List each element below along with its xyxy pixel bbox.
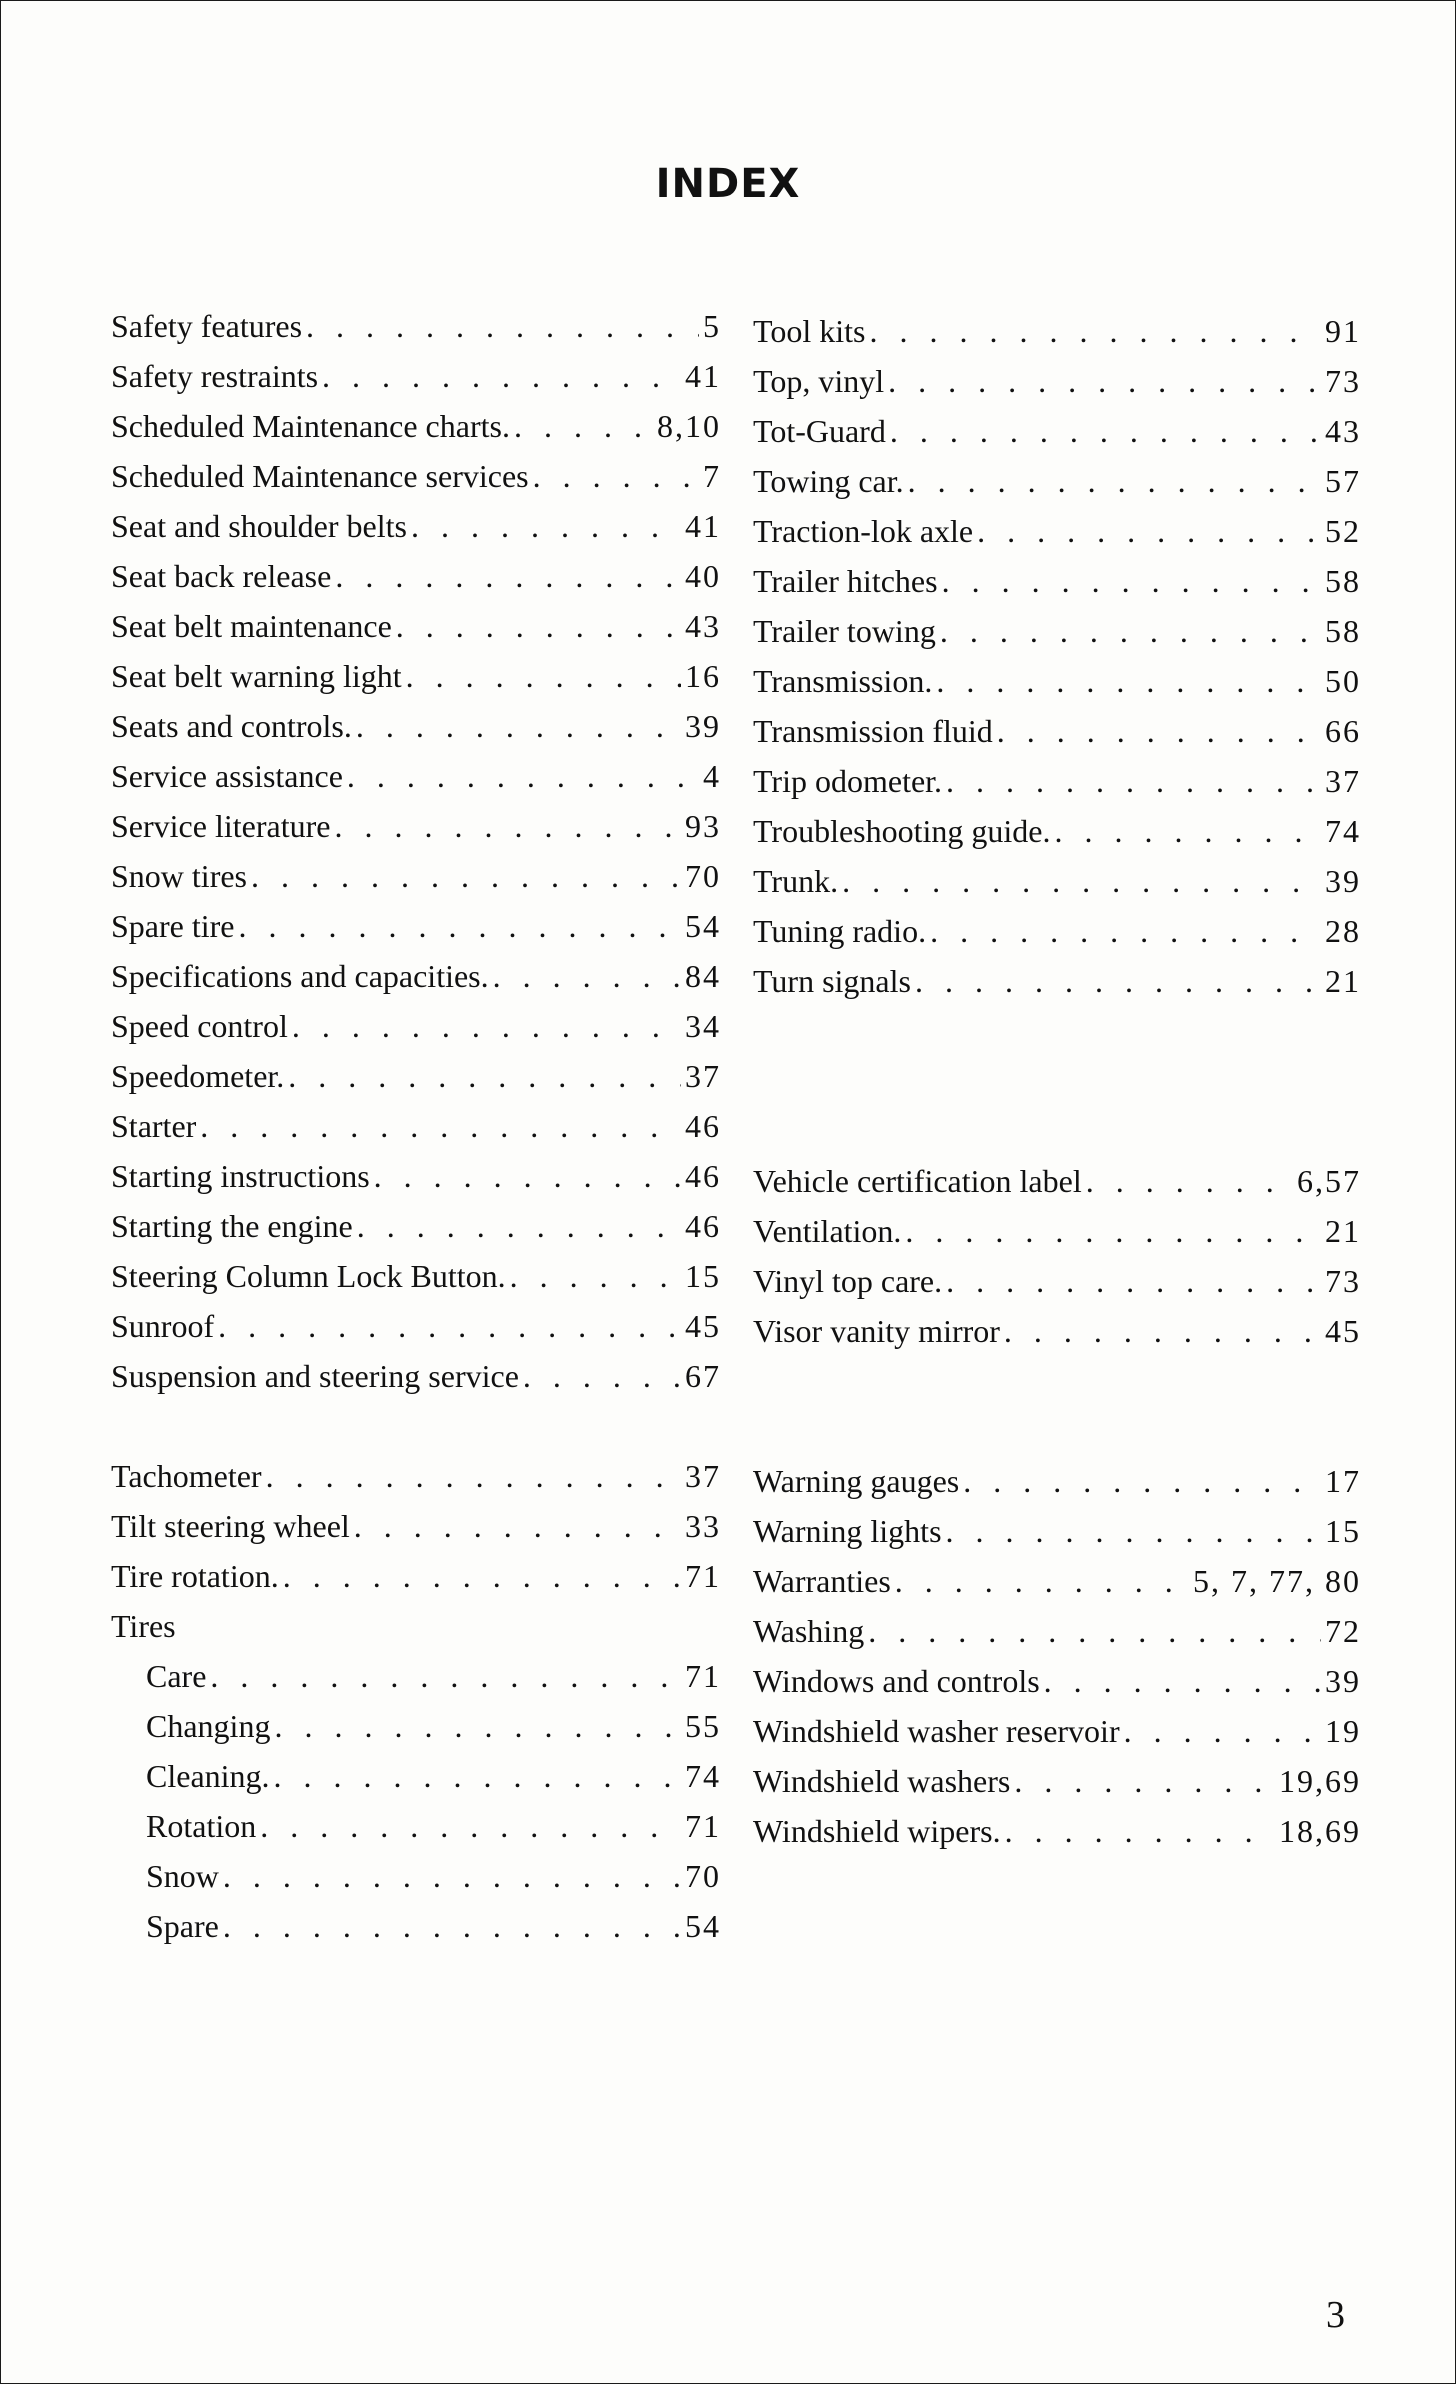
index-entry [753,306,1361,356]
entry-label: Tilt steering wheel [111,1508,350,1544]
entry-page-ref: 17 [1325,1463,1361,1499]
entry-page-ref: 54 [685,1908,721,1944]
index-entry [753,1656,1361,1706]
index-group-tires-subentries [111,1651,721,1951]
index-entry [753,656,1361,706]
index-entry [111,1501,721,1551]
dot-leader [888,356,1321,406]
dot-leader [915,956,1321,1006]
entry-label: Service assistance [111,758,343,794]
entry-label: Warning lights [753,1513,942,1549]
entry-label: Troubleshooting guide. [753,813,1051,849]
entry-label: Trailer towing [753,613,936,649]
entry-label: Seat belt maintenance [111,608,392,644]
entry-label: Tool kits [753,313,866,349]
dot-leader [357,1201,681,1251]
index-entry [111,401,721,451]
dot-leader [523,1351,681,1401]
dot-leader [869,306,1321,356]
dot-leader [946,756,1321,806]
entry-label: Snow [146,1858,219,1894]
entry-label: Starter [111,1108,197,1144]
dot-leader [963,1456,1321,1506]
entry-page-ref: 40 [685,558,721,594]
entry-page-ref: 41 [685,358,721,394]
dot-leader [905,1206,1321,1256]
dot-leader [374,1151,681,1201]
dot-leader [283,1551,681,1601]
dot-leader [908,456,1321,506]
dot-leader [942,556,1321,606]
dot-leader [1004,1306,1321,1356]
entry-page-ref: 58 [1325,563,1361,599]
index-entry [111,801,721,851]
dot-leader [890,406,1321,456]
index-entry [753,406,1361,456]
index-entry [111,701,721,751]
entry-label: Tires [111,1608,176,1644]
dot-leader [510,1251,681,1301]
dot-leader [335,551,681,601]
entry-label: Service literature [111,808,331,844]
entry-page-ref: 21 [1325,1213,1361,1249]
entry-page-ref: 54 [685,908,721,944]
index-entry [111,851,721,901]
entry-page-ref: 4 [703,758,721,794]
entry-label: Washing [753,1613,865,1649]
dot-leader [251,851,681,901]
entry-page-ref: 18,69 [1279,1813,1361,1849]
dot-leader [936,656,1321,706]
index-entry [111,1551,721,1601]
index-entry [111,1201,721,1251]
entry-page-ref: 52 [1325,513,1361,549]
entry-label: Starting the engine [111,1208,353,1244]
index-entry [111,501,721,551]
entry-label: Tuning radio. [753,913,927,949]
entry-page-ref: 37 [685,1458,721,1494]
entry-page-ref: 58 [1325,613,1361,649]
index-entry [111,1601,721,1651]
entry-label: Cleaning. [146,1758,270,1794]
entry-label: Traction-lok axle [753,513,974,549]
index-entry [111,451,721,501]
entry-page-ref: 15 [1325,1513,1361,1549]
dot-leader [334,801,681,851]
dot-leader [396,601,681,651]
entry-page-ref: 16 [685,658,721,694]
index-entry [111,601,721,651]
dot-leader [493,951,681,1001]
entry-label: Windshield washer reservoir [753,1713,1120,1749]
dot-leader [1086,1156,1293,1206]
group-spacer [111,1401,721,1451]
entry-label: Safety restraints [111,358,319,394]
index-group-v [753,1156,1361,1356]
entry-page-ref: 45 [1325,1313,1361,1349]
index-entry [111,651,721,701]
dot-leader [223,1901,681,1951]
entry-page-ref: 66 [1325,713,1361,749]
entry-page-ref: 5, 7, 77, 80 [1193,1563,1361,1599]
index-subentry [111,1851,721,1901]
dot-leader [1005,1806,1275,1856]
entry-label: Turn signals [753,963,911,999]
entry-page-ref: 37 [1325,763,1361,799]
dot-leader [1014,1756,1275,1806]
entry-label: Speed control [111,1008,288,1044]
dot-leader [218,1301,681,1351]
entry-label: Starting instructions [111,1158,370,1194]
entry-page-ref: 21 [1325,963,1361,999]
index-subentry [111,1751,721,1801]
entry-label: Transmission fluid [753,713,993,749]
index-entry [753,506,1361,556]
entry-page-ref: 39 [685,708,721,744]
dot-leader [411,501,681,551]
entry-page-ref: 8,10 [657,408,721,444]
entry-page-ref: 28 [1325,913,1361,949]
index-subentry [111,1801,721,1851]
entry-page-ref: 84 [685,958,721,994]
entry-label: Spare tire [111,908,235,944]
dot-leader [260,1801,681,1851]
dot-leader [239,901,682,951]
entry-page-ref: 43 [685,608,721,644]
index-entry [111,1051,721,1101]
entry-page-ref: 39 [1325,1663,1361,1699]
dot-leader [274,1751,681,1801]
entry-page-ref: 5 [703,308,721,344]
entry-label: Scheduled Maintenance services [111,458,529,494]
entry-label: Changing [146,1708,271,1744]
entry-page-ref: 70 [685,1858,721,1894]
group-spacer [753,1006,1361,1156]
index-entry [753,356,1361,406]
entry-label: Rotation [146,1808,257,1844]
index-entry [111,1251,721,1301]
entry-page-ref: 34 [685,1008,721,1044]
entry-page-ref: 7 [703,458,721,494]
entry-page-ref: 33 [685,1508,721,1544]
page-number: 3 [1326,2294,1345,2336]
entry-page-ref: 72 [1325,1613,1361,1649]
entry-page-ref: 93 [685,808,721,844]
entry-page-ref: 55 [685,1708,721,1744]
index-subentry [111,1901,721,1951]
entry-page-ref: 73 [1325,363,1361,399]
entry-label: Tire rotation. [111,1558,279,1594]
entry-page-ref: 71 [685,1808,721,1844]
entry-label: Warning gauges [753,1463,960,1499]
dot-leader [200,1101,681,1151]
entry-label: Towing car. [753,463,904,499]
entry-page-ref: 19,69 [1279,1763,1361,1799]
entry-label: Steering Column Lock Button. [111,1258,506,1294]
dot-leader [288,1051,681,1101]
dot-leader [406,651,681,701]
entry-label: Windshield washers [753,1763,1011,1799]
index-entry [111,551,721,601]
index-group-w [753,1456,1361,1856]
entry-label: Vehicle certification label [753,1163,1082,1199]
entry-label: Trunk. [753,863,839,899]
index-entry [753,1706,1361,1756]
index-entry [753,1556,1361,1606]
dot-leader [292,1001,681,1051]
entry-label: Scheduled Maintenance charts. [111,408,510,444]
entry-label: Tachometer [111,1458,262,1494]
entry-label: Trip odometer. [753,763,943,799]
index-entry [753,1456,1361,1506]
index-entry [753,856,1361,906]
index-entry [111,1351,721,1401]
group-spacer [753,1356,1361,1456]
index-group-s [111,301,721,1401]
entry-label: Top, vinyl [753,363,885,399]
entry-label: Safety features [111,308,303,344]
index-entry [753,1256,1361,1306]
index-entry [753,1156,1361,1206]
index-entry [753,1506,1361,1556]
dot-leader [533,451,699,501]
dot-leader [940,606,1321,656]
page-title: INDEX [655,161,801,207]
dot-leader [266,1451,681,1501]
index-entry [111,751,721,801]
index-entry [753,756,1361,806]
dot-leader [354,1501,681,1551]
entry-label: Snow tires [111,858,247,894]
entry-page-ref: 50 [1325,663,1361,699]
dot-leader [223,1851,681,1901]
dot-leader [842,856,1321,906]
entry-label: Warranties [753,1563,891,1599]
dot-leader [1044,1656,1321,1706]
entry-label: Trailer hitches [753,563,938,599]
index-entry [753,456,1361,506]
index-entry [111,1151,721,1201]
dot-leader [930,906,1321,956]
index-subentry [111,1651,721,1701]
entry-page-ref: 73 [1325,1263,1361,1299]
entry-label: Care [146,1658,207,1694]
entry-label: Vinyl top care. [753,1263,943,1299]
entry-page-ref: 39 [1325,863,1361,899]
dot-leader [946,1256,1321,1306]
entry-label: Transmission. [753,663,933,699]
index-entry [111,351,721,401]
index-entry [753,956,1361,1006]
entry-label: Seat and shoulder belts [111,508,407,544]
entry-label: Seat belt warning light [111,658,402,694]
dot-leader [868,1606,1321,1656]
entry-page-ref: 15 [685,1258,721,1294]
entry-label: Sunroof [111,1308,215,1344]
index-entry [111,1101,721,1151]
entry-page-ref: 45 [685,1308,721,1344]
entry-page-ref: 46 [685,1158,721,1194]
dot-leader [356,701,681,751]
dot-leader [977,506,1321,556]
dot-leader [514,401,653,451]
dot-leader [274,1701,681,1751]
entry-label: Seats and controls. [111,708,352,744]
index-entry [753,806,1361,856]
entry-page-ref: 91 [1325,313,1361,349]
entry-page-ref: 57 [1325,463,1361,499]
index-entry [111,901,721,951]
entry-page-ref: 71 [685,1558,721,1594]
entry-page-ref: 71 [685,1658,721,1694]
index-entry [753,1606,1361,1656]
index-group-t [111,1451,721,1651]
entry-page-ref: 74 [1325,813,1361,849]
index-group-t [753,306,1361,1006]
dot-leader [210,1651,681,1701]
dot-leader [1124,1706,1321,1756]
dot-leader [322,351,681,401]
dot-leader [306,301,699,351]
index-entry [111,1001,721,1051]
index-entry [753,706,1361,756]
index-entry [111,1301,721,1351]
index-entry [753,1806,1361,1856]
index-entry [753,1756,1361,1806]
entry-page-ref: 46 [685,1208,721,1244]
entry-label: Windshield wipers. [753,1813,1001,1849]
entry-label: Speedometer. [111,1058,285,1094]
index-entry [111,1451,721,1501]
index-entry [111,951,721,1001]
entry-label: Seat back release [111,558,332,594]
index-entry [753,556,1361,606]
entry-page-ref: 46 [685,1108,721,1144]
entry-page-ref: 37 [685,1058,721,1094]
index-entry [753,606,1361,656]
dot-leader [997,706,1321,756]
dot-leader [1055,806,1322,856]
entry-label: Windows and controls [753,1663,1040,1699]
index-column-right [753,306,1361,1856]
entry-page-ref: 74 [685,1758,721,1794]
index-entry [111,301,721,351]
entry-page-ref: 41 [685,508,721,544]
entry-label: Specifications and capacities. [111,958,489,994]
entry-label: Tot-Guard [753,413,886,449]
dot-leader [347,751,699,801]
entry-label: Suspension and steering service [111,1358,519,1394]
index-entry [753,1206,1361,1256]
entry-label: Visor vanity mirror [753,1313,1000,1349]
dot-leader [895,1556,1189,1606]
index-entry [753,906,1361,956]
entry-label: Spare [146,1908,219,1944]
entry-label: Ventilation. [753,1213,902,1249]
entry-page-ref: 43 [1325,413,1361,449]
index-column-left [111,301,721,1951]
index-subentry [111,1701,721,1751]
entry-page-ref: 6,57 [1297,1163,1361,1199]
dot-leader [946,1506,1321,1556]
entry-page-ref: 70 [685,858,721,894]
entry-page-ref: 19 [1325,1713,1361,1749]
entry-page-ref: 67 [685,1358,721,1394]
index-entry [753,1306,1361,1356]
